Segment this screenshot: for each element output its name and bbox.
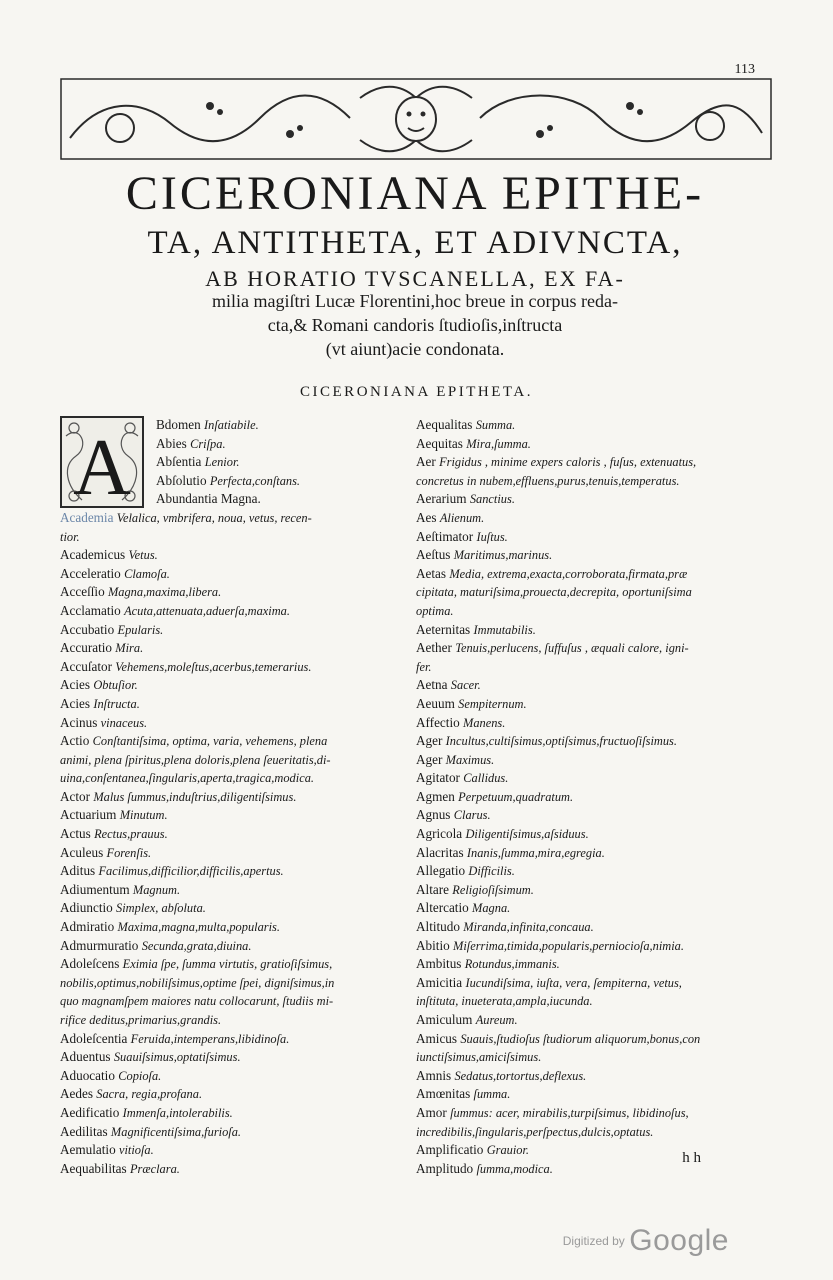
- headword: Amœnitas: [416, 1086, 471, 1102]
- list-item: [60, 509, 400, 528]
- epithet: Aureum.: [475, 1013, 518, 1027]
- floral-headpiece-icon: [60, 78, 772, 160]
- epithet: concretus in nubem,effluens,purus,tenuis,temperatus.: [416, 473, 680, 488]
- headword: Adoleſcentia: [60, 1030, 128, 1046]
- epithet: Media, extrema,exacta,corroborata,firmata,præ: [449, 566, 688, 581]
- headword: Aequalitas: [416, 417, 473, 432]
- epithet: optima.: [416, 603, 454, 618]
- title-line-1: CICERONIANA EPITHE-: [125, 167, 705, 220]
- list-item: [416, 565, 756, 584]
- list-item: [60, 1011, 400, 1030]
- list-item: [60, 844, 400, 863]
- catchword: h h: [682, 1150, 701, 1166]
- headword: Amplitudo: [416, 1160, 474, 1176]
- epithet: vitioſa.: [118, 1143, 154, 1158]
- epithet: Præclara.: [129, 1161, 180, 1176]
- headword: Acinus: [60, 714, 98, 730]
- list-item: [416, 937, 756, 956]
- headword: Allegatio: [416, 863, 466, 879]
- headword: Aerarium: [416, 491, 467, 507]
- epithet: Alienum.: [439, 510, 485, 525]
- epithet: Obtuſior.: [93, 678, 138, 693]
- headword: Aequabilitas: [60, 1160, 127, 1176]
- headword: Academia: [60, 509, 114, 525]
- epithet: Magnificentiſsima,furioſa.: [110, 1124, 242, 1139]
- list-item: [156, 416, 400, 435]
- epithet: Sanctius.: [469, 492, 515, 507]
- section-heading: CICERONIANA EPITHETA.: [300, 384, 533, 400]
- epithet: Suauis,ſtudioſus ſtudiorum aliquorum,bonus,con: [460, 1031, 701, 1046]
- epithet: Sedatus,tortortus,deflexus.: [454, 1068, 587, 1083]
- epithet: Diligentiſsimus,aſsiduus.: [465, 827, 589, 842]
- epithet: Callidus.: [463, 771, 509, 786]
- epithet: nobilis,optimus,nobiliſsimus,optime ſpei, digniſsimus,in: [60, 975, 335, 990]
- headword: Aeſtimator: [416, 528, 474, 544]
- epithet: Magnum.: [132, 882, 181, 897]
- list-item: [416, 844, 756, 863]
- headword: Amicitia: [416, 974, 463, 990]
- list-item: [60, 565, 400, 584]
- list-item: [416, 621, 756, 640]
- list-item: [60, 602, 400, 621]
- list-item: [416, 899, 756, 918]
- headword: Aculeus: [60, 844, 104, 860]
- epithet: Miſerrima,timida,popularis,perniocioſa,nimia.: [453, 938, 684, 953]
- list-item: [156, 453, 400, 472]
- epithet: Tenuis,perlucens, ſuffuſus , æquali calore, igni-: [455, 641, 689, 656]
- headword: Actuarium: [60, 807, 117, 823]
- headword: Acceſſio: [60, 584, 105, 600]
- epithet: Iuſtus.: [476, 529, 508, 544]
- epithet: Magna.: [472, 901, 511, 916]
- list-item: [416, 528, 756, 547]
- epithet: Frigidus , minime expers caloris , fuſus, extenuatus,: [439, 455, 697, 470]
- headword: Adoleſcens: [60, 956, 120, 972]
- epithet: Vetus.: [128, 548, 158, 563]
- list-item: [416, 453, 756, 472]
- epithet: Mira.: [115, 641, 144, 656]
- headword: Abies: [156, 435, 187, 451]
- epithet: uina,conſentanea,ſingularis,aperta,tragica,modica.: [60, 771, 314, 786]
- epithet: Grauior.: [486, 1143, 530, 1158]
- headword: Bdomen: [156, 417, 201, 432]
- list-item: [416, 881, 756, 900]
- headword: Agitator: [416, 770, 460, 786]
- headword: Altercatio: [416, 900, 469, 916]
- epithet: Vehemens,moleſtus,acerbus,temerarius.: [115, 659, 312, 674]
- epithet: Inanis,ſumma,mira,egregia.: [466, 845, 605, 860]
- list-item: [60, 583, 400, 602]
- headword: Aeternitas: [416, 621, 471, 637]
- list-item: [416, 695, 756, 714]
- list-item: [60, 639, 400, 658]
- list-item: [60, 788, 400, 807]
- left-column: [60, 416, 400, 1178]
- list-item: [416, 1011, 756, 1030]
- list-item: [416, 1160, 756, 1179]
- epithet: Secunda,grata,diuina.: [141, 938, 252, 953]
- epithet: ſumma.: [473, 1087, 511, 1102]
- list-item: [416, 974, 756, 993]
- epithet: Perpetuum,quadratum.: [458, 789, 574, 804]
- epithet: fer.: [416, 659, 432, 674]
- headword: Altitudo: [416, 919, 460, 935]
- title-line-6: (vt aiunt)acie condonata.: [325, 339, 505, 359]
- list-item: [416, 658, 756, 677]
- list-item: [60, 1048, 400, 1067]
- list-item: [416, 862, 756, 881]
- list-item: [416, 732, 756, 751]
- headword: Abitio: [416, 937, 450, 953]
- headword: Ager: [416, 733, 443, 749]
- epithet: Iucundiſsima, iuſta, vera, ſempiterna, vetus,: [465, 975, 682, 990]
- headword: Abundantia Magna.: [156, 491, 261, 507]
- list-item: [60, 528, 400, 547]
- right-entries: [416, 416, 756, 1178]
- headword: Actor: [60, 788, 91, 804]
- headword: Acceleratio: [60, 565, 121, 581]
- headword: Admiratio: [60, 919, 115, 935]
- headword: Aequitas: [416, 435, 463, 451]
- list-item: [60, 974, 400, 993]
- epithet: rifice deditus,primarius,grandis.: [60, 1013, 222, 1027]
- epithet: Clamoſa.: [124, 566, 170, 581]
- headword: Affectio: [416, 714, 460, 730]
- left-entries: [60, 509, 400, 1178]
- list-item: [416, 435, 756, 454]
- list-item: [416, 806, 756, 825]
- epithet: Maxima,magna,multa,popularis.: [117, 920, 280, 935]
- list-item: [60, 769, 400, 788]
- headword: Adiumentum: [60, 881, 130, 897]
- epithet: Copioſa.: [118, 1068, 162, 1083]
- headword: Aer: [416, 454, 436, 470]
- epithet: Simplex, abſoluta.: [116, 901, 206, 916]
- epithet: Rectus,prauus.: [94, 827, 168, 842]
- headword: Aeſtus: [416, 547, 451, 563]
- epithet: Immutabilis.: [473, 622, 536, 637]
- epithet: inſtituta, inueterata,ampla,iucunda.: [416, 994, 593, 1009]
- list-item: [416, 472, 756, 491]
- list-item: [60, 751, 400, 770]
- list-item: [416, 1085, 756, 1104]
- list-item: [60, 955, 400, 974]
- epithet: animi, plena ſpiritus,plena doloris,plena ſeueritatis,di-: [60, 752, 331, 767]
- headword: Altare: [416, 881, 449, 897]
- headword: Aether: [416, 640, 452, 656]
- headword: Agmen: [416, 788, 455, 804]
- epithet: vinaceus.: [100, 715, 148, 730]
- headword: Agnus: [416, 807, 451, 823]
- headword: Aduocatio: [60, 1067, 115, 1083]
- epithet: quo magnamſpem maiores natu collocarunt, ſtudiis mi-: [60, 994, 334, 1009]
- epithet: iunctiſsimus,amiciſsimus.: [416, 1050, 542, 1065]
- headword: Aedificatio: [60, 1104, 120, 1120]
- list-item: [156, 435, 400, 454]
- title-line-5: cta,& Romani candoris ſtudioſis,inſtructa: [267, 315, 563, 335]
- list-item: [60, 806, 400, 825]
- drop-cap-block: [60, 416, 400, 509]
- epithet: Feruida,intemperans,libidinoſa.: [130, 1031, 290, 1046]
- epithet: Maximus.: [445, 752, 495, 767]
- epithet: Rotundus,immanis.: [464, 957, 560, 972]
- list-item: [416, 583, 756, 602]
- list-item: [416, 714, 756, 733]
- headword: Aetna: [416, 677, 448, 693]
- epithet: Sacer.: [450, 678, 481, 693]
- list-item: [416, 1104, 756, 1123]
- epithet: Velalica, vmbrifera, noua, vetus, recen-: [116, 510, 312, 525]
- headword: Aditus: [60, 863, 96, 879]
- headword: Amplificatio: [416, 1142, 484, 1158]
- list-item: [60, 918, 400, 937]
- list-item: [416, 1048, 756, 1067]
- list-item: [60, 1160, 400, 1179]
- list-item: [60, 992, 400, 1011]
- epithet: Inſtructa.: [93, 696, 140, 711]
- epithet: Sempiternum.: [458, 696, 527, 711]
- headword: Admurmuratio: [60, 937, 139, 953]
- headword: Aes: [416, 509, 437, 525]
- list-item: [416, 1030, 756, 1049]
- list-item: [60, 732, 400, 751]
- epithet: Criſpa.: [190, 436, 226, 451]
- drop-cap-letter: A: [73, 424, 131, 508]
- headword: Accubatio: [60, 621, 115, 637]
- drop-cap-entries: [156, 416, 400, 509]
- headword: Accuratio: [60, 640, 112, 656]
- list-item: [60, 1123, 400, 1142]
- page-number: 113: [734, 62, 755, 77]
- list-item: [416, 918, 756, 937]
- list-item: [60, 546, 400, 565]
- list-item: [60, 937, 400, 956]
- headword: Alacritas: [416, 844, 464, 860]
- headword: Amnis: [416, 1067, 452, 1083]
- list-item: [416, 1141, 756, 1160]
- list-item: [60, 1141, 400, 1160]
- list-item: [60, 825, 400, 844]
- headword: Actus: [60, 826, 91, 842]
- headword: Aedes: [60, 1086, 93, 1102]
- right-column: [416, 416, 756, 1178]
- headword: Amiculum: [416, 1012, 473, 1027]
- list-item: [416, 509, 756, 528]
- list-item: [416, 490, 756, 509]
- list-item: [60, 621, 400, 640]
- headword: Amicus: [416, 1030, 458, 1046]
- list-item: [60, 695, 400, 714]
- epithet: ſumma,modica.: [476, 1161, 553, 1176]
- list-item: [60, 676, 400, 695]
- epithet: Inſatiabile.: [204, 418, 259, 432]
- headword: Agricola: [416, 826, 463, 842]
- headword: Academicus: [60, 547, 126, 563]
- epithet: ſummus: acer, mirabilis,turpiſsimus, libidinoſus,: [450, 1105, 689, 1120]
- list-item: [60, 881, 400, 900]
- ornate-initial-a-icon: [60, 416, 144, 508]
- headword: Acclamatio: [60, 602, 121, 618]
- epithet: Minutum.: [119, 808, 168, 823]
- list-item: [416, 1067, 756, 1086]
- epithet: Facilimus,difficilior,difficilis,apertus.: [98, 864, 284, 879]
- epithet: Clarus.: [453, 808, 491, 823]
- epithet: Suauiſsimus,optatiſsimus.: [113, 1050, 241, 1065]
- title-line-2: TA, ANTITHETA, ET ADIVNCTA,: [147, 225, 683, 261]
- list-item: [60, 862, 400, 881]
- headword: Abſentia: [156, 454, 202, 470]
- epithet: Maritimus,marinus.: [453, 548, 553, 563]
- list-item: [416, 676, 756, 695]
- epithet: cipitata, maturiſsima,prouecta,decrepita, oportuniſsima: [416, 585, 692, 600]
- epithet: Difficilis.: [468, 864, 515, 879]
- epithet: Conſtantiſsima, optima, varia, vehemens, plena: [92, 734, 328, 749]
- title-line-3: AB HORATIO TVSCANELLA, EX FA-: [205, 266, 625, 291]
- list-item: [156, 490, 400, 509]
- list-item: [416, 546, 756, 565]
- headword: Amor: [416, 1104, 447, 1120]
- epithet: incredibilis,ſingularis,perſpectus,dulcis,optatus.: [416, 1124, 654, 1139]
- headword: Ambitus: [416, 956, 462, 972]
- epithet: tior.: [60, 529, 80, 544]
- headword: Aduentus: [60, 1049, 111, 1065]
- headword: Aedilitas: [60, 1123, 108, 1139]
- list-item: [60, 1030, 400, 1049]
- headword: Acies: [60, 695, 91, 711]
- list-item: [60, 899, 400, 918]
- epithet: Acuta,attenuata,aduerſa,maxima.: [124, 603, 290, 618]
- list-item: [60, 658, 400, 677]
- list-item: [416, 1123, 756, 1142]
- headword: Adiunctio: [60, 900, 113, 916]
- epithet: Immenſa,intolerabilis.: [122, 1105, 233, 1120]
- headword: Ager: [416, 751, 443, 767]
- headword: Accuſator: [60, 658, 112, 674]
- headword: Acies: [60, 677, 91, 693]
- list-item: [416, 639, 756, 658]
- google-logo: Google: [629, 1224, 729, 1257]
- digitized-watermark: [563, 1224, 729, 1258]
- epithet: Incultus,cultiſsimus,optiſsimus,fructuoſiſsimus.: [445, 734, 677, 749]
- list-item: [416, 602, 756, 621]
- epithet: Mira,ſumma.: [466, 436, 531, 451]
- headword: Aemulatio: [60, 1142, 116, 1158]
- epithet: Lenior.: [204, 455, 240, 470]
- epithet: Epularis.: [117, 622, 164, 637]
- epithet: Forenſis.: [106, 845, 152, 860]
- list-item: [416, 769, 756, 788]
- epithet: Eximia ſpe, ſumma virtutis, gratioſiſsimus,: [122, 957, 333, 972]
- epithet: Religioſiſsimum.: [452, 882, 534, 897]
- headword: Aetas: [416, 565, 447, 581]
- list-item: [60, 714, 400, 733]
- watermark-prefix: Digitized by: [562, 1234, 625, 1248]
- headword: Actio: [60, 733, 90, 749]
- list-item: [156, 472, 400, 491]
- list-item: [60, 1067, 400, 1086]
- epithet: Magna,maxima,libera.: [107, 585, 222, 600]
- list-item: [416, 992, 756, 1011]
- list-item: [416, 751, 756, 770]
- list-item: [60, 1085, 400, 1104]
- epithet: Manens.: [463, 715, 506, 730]
- headword: Aeuum: [416, 695, 455, 711]
- list-item: [416, 825, 756, 844]
- epithet: Sacra, regia,profana.: [96, 1087, 203, 1102]
- headword: Abſolutio: [156, 472, 207, 488]
- epithet: Malus ſummus,induſtrius,diligentiſsimus.: [93, 789, 297, 804]
- title-line-4: milia magiſtri Lucæ Florentini,hoc breue in corpus reda-: [212, 291, 618, 311]
- list-item: [416, 955, 756, 974]
- list-item: [416, 416, 756, 435]
- list-item: [416, 788, 756, 807]
- epithet: Summa.: [475, 418, 516, 432]
- epithet: Miranda,infinita,concaua.: [463, 920, 594, 935]
- list-item: [60, 1104, 400, 1123]
- epithet: Perfecta,conſtans.: [209, 473, 301, 488]
